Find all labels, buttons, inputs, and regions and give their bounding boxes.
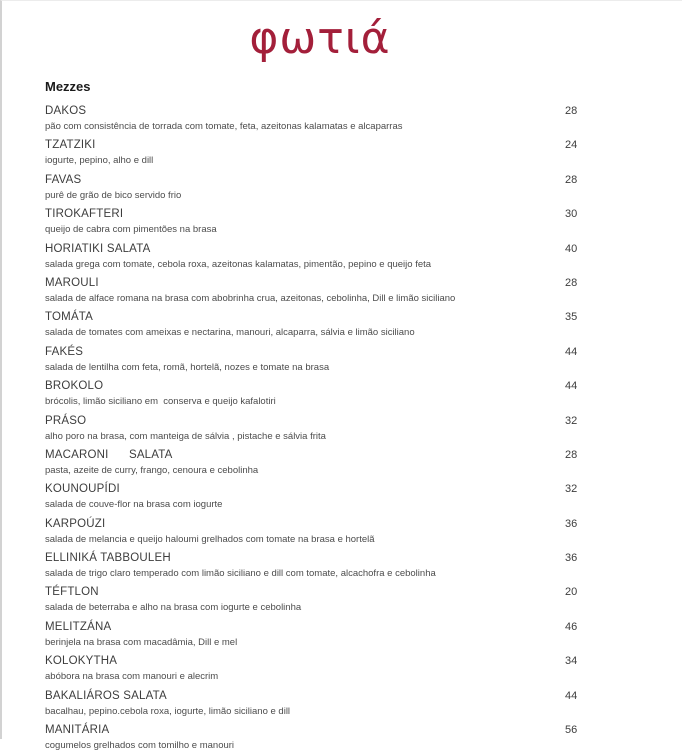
menu-item-row <box>45 550 595 567</box>
dish-description: brócolis, limão siciliano em conserva e queijo kafalotiri <box>45 396 276 408</box>
menu-item-row <box>45 344 595 361</box>
dish-price: 34 <box>565 655 578 668</box>
dish-name: KARPOÚZI <box>45 517 106 530</box>
dish-name: MAROULI <box>45 276 99 289</box>
dish-price: 46 <box>565 620 578 633</box>
dish-name: ELLINIKÁ TABBOULEH <box>45 552 171 565</box>
dish-price: 44 <box>565 689 578 702</box>
menu-item <box>45 172 595 202</box>
menu-item <box>45 103 595 133</box>
dish-name: MACARONI SALATA <box>45 448 173 461</box>
dish-description: queijo de cabra com pimentões na brasa <box>45 224 217 236</box>
menu-items-list <box>45 103 595 752</box>
menu-item <box>45 653 595 683</box>
dish-price: 32 <box>565 414 578 427</box>
menu-item <box>45 309 595 339</box>
dish-description: salada de tomates com ameixas e nectarina, manouri, alcaparra, sálvia e limão siciliano <box>45 327 415 339</box>
menu-item-row <box>45 516 595 533</box>
dish-name: FAKÉS <box>45 345 84 358</box>
dish-price: 20 <box>565 586 578 599</box>
dish-description: iogurte, pepino, alho e dill <box>45 155 154 167</box>
menu-item-row <box>45 137 595 154</box>
menu-item <box>45 344 595 374</box>
menu-item-row <box>45 653 595 670</box>
menu-item <box>45 550 595 580</box>
menu-item <box>45 722 595 752</box>
dish-name: TOMÁTA <box>45 311 94 324</box>
dish-name: BAKALIÁROS SALATA <box>45 689 167 702</box>
menu-item-row <box>45 241 595 258</box>
dish-description: pasta, azeite de curry, frango, cenoura e cebolinha <box>45 464 259 476</box>
dish-price: 36 <box>565 552 578 565</box>
dish-price: 35 <box>565 311 578 324</box>
dish-name: FAVAS <box>45 173 82 186</box>
dish-description: abóbora na brasa com manouri e alecrim <box>45 671 219 683</box>
menu-item-row <box>45 103 595 120</box>
restaurant-logo: φωτιά <box>249 13 391 64</box>
menu-item-row <box>45 447 595 464</box>
dish-name: TZATZIKI <box>45 139 96 152</box>
menu-item <box>45 447 595 477</box>
menu-item-row <box>45 481 595 498</box>
dish-price: 44 <box>565 345 578 358</box>
dish-name: BROKOLO <box>45 380 104 393</box>
menu-item-row <box>45 688 595 705</box>
dish-name: MELITZÁNA <box>45 620 112 633</box>
dish-description: salada de alface romana na brasa com abobrinha crua, azeitonas, cebolinha, Dill e limão siciliano <box>45 292 456 304</box>
menu-item <box>45 137 595 167</box>
menu-item <box>45 688 595 718</box>
dish-description: cogumelos grelhados com tomilho e manouri <box>45 740 235 752</box>
menu-item-row <box>45 722 595 739</box>
dish-name: HORIATIKI SALATA <box>45 242 151 255</box>
dish-price: 30 <box>565 208 578 221</box>
dish-price: 40 <box>565 242 578 255</box>
menu-item-row <box>45 619 595 636</box>
dish-name: PRÁSO <box>45 414 87 427</box>
menu-item <box>45 619 595 649</box>
dish-description: salada de melancia e queijo haloumi grelhados com tomate na brasa e hortelã <box>45 533 375 545</box>
dish-price: 44 <box>565 380 578 393</box>
dish-price: 28 <box>565 173 578 186</box>
menu-item-row <box>45 584 595 601</box>
section-title-mezzes: Mezzes <box>45 79 91 94</box>
dish-price: 28 <box>565 276 578 289</box>
menu-item <box>45 516 595 546</box>
dish-description: salada de couve-flor na brasa com iogurte <box>45 499 223 511</box>
dish-description: salada de beterraba e alho na brasa com iogurte e cebolinha <box>45 602 302 614</box>
menu-item-row <box>45 309 595 326</box>
dish-description: salada de trigo claro temperado com limão siciliano e dill com tomate, alcachofra e cebolinha <box>45 568 436 580</box>
dish-name: MANITÁRIA <box>45 724 110 737</box>
menu-content <box>2 13 682 752</box>
menu-item <box>45 481 595 511</box>
dish-name: KOUNOUPÍDI <box>45 483 120 496</box>
menu-item <box>45 378 595 408</box>
dish-price: 56 <box>565 724 578 737</box>
dish-description: bacalhau, pepino.cebola roxa, iogurte, limão siciliano e dill <box>45 705 291 717</box>
dish-price: 28 <box>565 448 578 461</box>
dish-name: DAKOS <box>45 105 87 117</box>
menu-item <box>45 413 595 443</box>
dish-name: KOLOKYTHA <box>45 655 118 668</box>
menu-item-row <box>45 378 595 395</box>
dish-price: 32 <box>565 483 578 496</box>
menu-item <box>45 275 595 305</box>
dish-description: salada grega com tomate, cebola roxa, azeitonas kalamatas, pimentão, pepino e queijo feta <box>45 258 432 270</box>
dish-name: TIROKAFTERI <box>45 208 124 221</box>
dish-description: salada de lentilha com feta, romã, hortelã, nozes e tomate na brasa <box>45 361 330 373</box>
dish-description: purê de grão de bico servido frio <box>45 189 182 201</box>
menu-item-row <box>45 413 595 430</box>
menu-item <box>45 584 595 614</box>
dish-price: 28 <box>565 105 578 117</box>
menu-item-row <box>45 206 595 223</box>
dish-description: berinjela na brasa com macadâmia, Dill e mel <box>45 636 238 648</box>
menu-item-row <box>45 172 595 189</box>
dish-description: alho poro na brasa, com manteiga de sálvia , pistache e sálvia frita <box>45 430 326 442</box>
menu-item <box>45 206 595 236</box>
dish-price: 24 <box>565 139 578 152</box>
dish-name: TÉFTLON <box>45 586 99 599</box>
menu-item <box>45 241 595 271</box>
menu-item-row <box>45 275 595 292</box>
dish-price: 36 <box>565 517 578 530</box>
dish-description: pão com consistência de torrada com tomate, feta, azeitonas kalamatas e alcaparras <box>45 121 403 132</box>
